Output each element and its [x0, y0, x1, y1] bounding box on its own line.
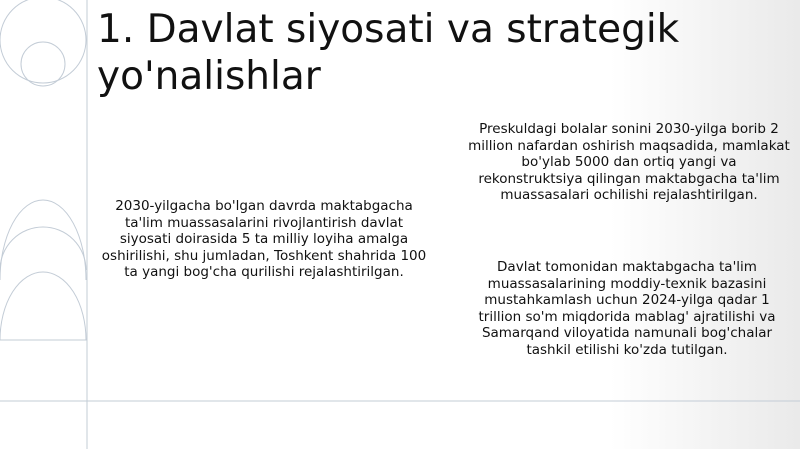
slide-title: 1. Davlat siyosati va strategik yo'nalishlar: [97, 7, 680, 99]
small-circle-outline: [21, 42, 65, 86]
lower-arch-outline: [0, 272, 86, 340]
paragraph-preschool-enrollment: Preskuldagi bolalar sonini 2030-yilga borib 2 million nafardan oshirish maqsadida, mamlakat bo'ylab 5000 dan ortiq yangi va rekonstruktsiya qilingan maktabgacha ta'lim muassasalari ochilishi rejalashtirilgan.: [468, 121, 790, 203]
upper-arch-outline: [0, 227, 86, 270]
paragraph-national-projects: 2030-yilgacha bo'lgan davrda maktabgacha ta'lim muassasalarini rivojlantirish davlat siyosati doirasida 5 ta milliy loyiha amalga oshirilishi, shu jumladan, Toshkent shahrida 100 ta yangi bog'cha qurilishi rejalashtirilgan.: [101, 198, 427, 280]
paragraph-funding: Davlat tomonidan maktabgacha ta'lim muassasalarining moddiy-texnik bazasini mustahkamlash uchun 2024-yilga qadar 1 trillion so'm miqdorida mablag' ajratilishi va Samarqand viloyatida namunali bog'chalar tashkil etilishi ko'zda tutilgan.: [478, 259, 776, 358]
outer-arch-outline: [0, 200, 86, 280]
